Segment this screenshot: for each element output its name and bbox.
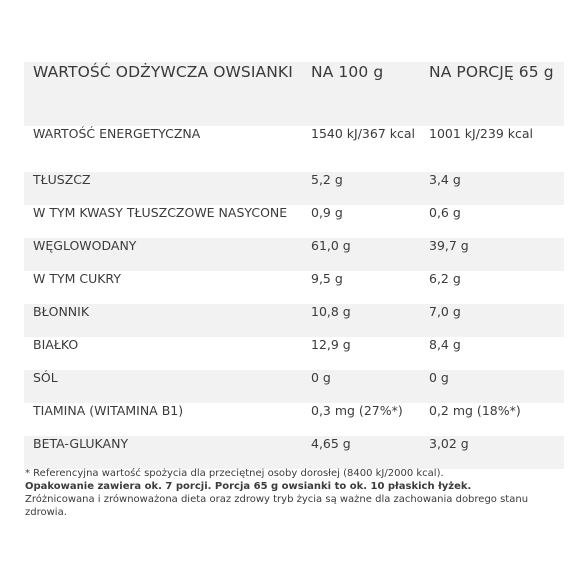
nutrient-name: SÓL [33, 370, 58, 385]
value-per-portion: 0,2 mg (18%*) [429, 403, 521, 418]
table-row-fat [24, 172, 564, 205]
table-row-carbohydrates [24, 238, 564, 271]
value-per-portion: 0,6 g [429, 205, 461, 220]
package-portion-note: Opakowanie zawiera ok. 7 porcji. Porcja 65 g owsianki to ok. 10 płaskich łyżek. [25, 481, 472, 492]
table-header [24, 62, 564, 126]
footnotes [25, 467, 555, 519]
header-per-100g: NA 100 g [311, 63, 384, 81]
table-row-saturated-fat [24, 205, 564, 238]
value-per-100g: 0 g [311, 370, 331, 385]
nutrient-name: W TYM CUKRY [33, 271, 121, 286]
nutrient-name: TIAMINA (WITAMINA B1) [33, 403, 184, 418]
value-per-100g: 4,65 g [311, 436, 351, 451]
table-row-salt [24, 370, 564, 403]
nutrient-name: WARTOŚĆ ENERGETYCZNA [33, 126, 201, 141]
nutrient-name: BŁONNIK [33, 304, 90, 319]
value-per-portion: 39,7 g [429, 238, 469, 253]
value-per-portion: 8,4 g [429, 337, 461, 352]
table-row-protein [24, 337, 564, 370]
header-nutrient: WARTOŚĆ ODŻYWCZA OWSIANKI [33, 63, 293, 81]
value-per-portion: 7,0 g [429, 304, 461, 319]
value-per-portion: 3,02 g [429, 436, 469, 451]
value-per-portion: 0 g [429, 370, 449, 385]
nutrition-table [24, 62, 564, 469]
nutrient-name: W TYM KWASY TŁUSZCZOWE NASYCONE [33, 205, 288, 220]
value-per-portion: 1001 kJ/239 kcal [429, 126, 533, 141]
value-per-portion: 3,4 g [429, 172, 461, 187]
value-per-100g: 12,9 g [311, 337, 351, 352]
nutrient-name: BIAŁKO [33, 337, 79, 352]
table-body [24, 126, 564, 469]
reference-intake-note: * Referencyjna wartość spożycia dla przeciętnej osoby dorosłej (8400 kJ/2000 kcal). [25, 468, 444, 479]
value-per-100g: 10,8 g [311, 304, 351, 319]
value-per-100g: 1540 kJ/367 kcal [311, 126, 415, 141]
value-per-100g: 0,3 mg (27%*) [311, 403, 403, 418]
header-per-portion: NA PORCJĘ 65 g [429, 63, 554, 81]
table-row-fiber [24, 304, 564, 337]
value-per-portion: 6,2 g [429, 271, 461, 286]
value-per-100g: 61,0 g [311, 238, 351, 253]
table-row-thiamine [24, 403, 564, 436]
nutrient-name: WĘGLOWODANY [33, 238, 137, 253]
table-row-energy [24, 126, 564, 172]
nutrient-name: TŁUSZCZ [33, 172, 91, 187]
value-per-100g: 9,5 g [311, 271, 343, 286]
table-row-beta-glucans [24, 436, 564, 469]
value-per-100g: 0,9 g [311, 205, 343, 220]
header-row [24, 62, 564, 126]
diet-note: Zróżnicowana i zrównoważona dieta oraz zdrowy tryb życia są ważne dla zachowania dobrego stanu zdrowia. [25, 494, 529, 518]
nutrient-name: BETA-GLUKANY [33, 436, 129, 451]
value-per-100g: 5,2 g [311, 172, 343, 187]
table-row-sugars [24, 271, 564, 304]
